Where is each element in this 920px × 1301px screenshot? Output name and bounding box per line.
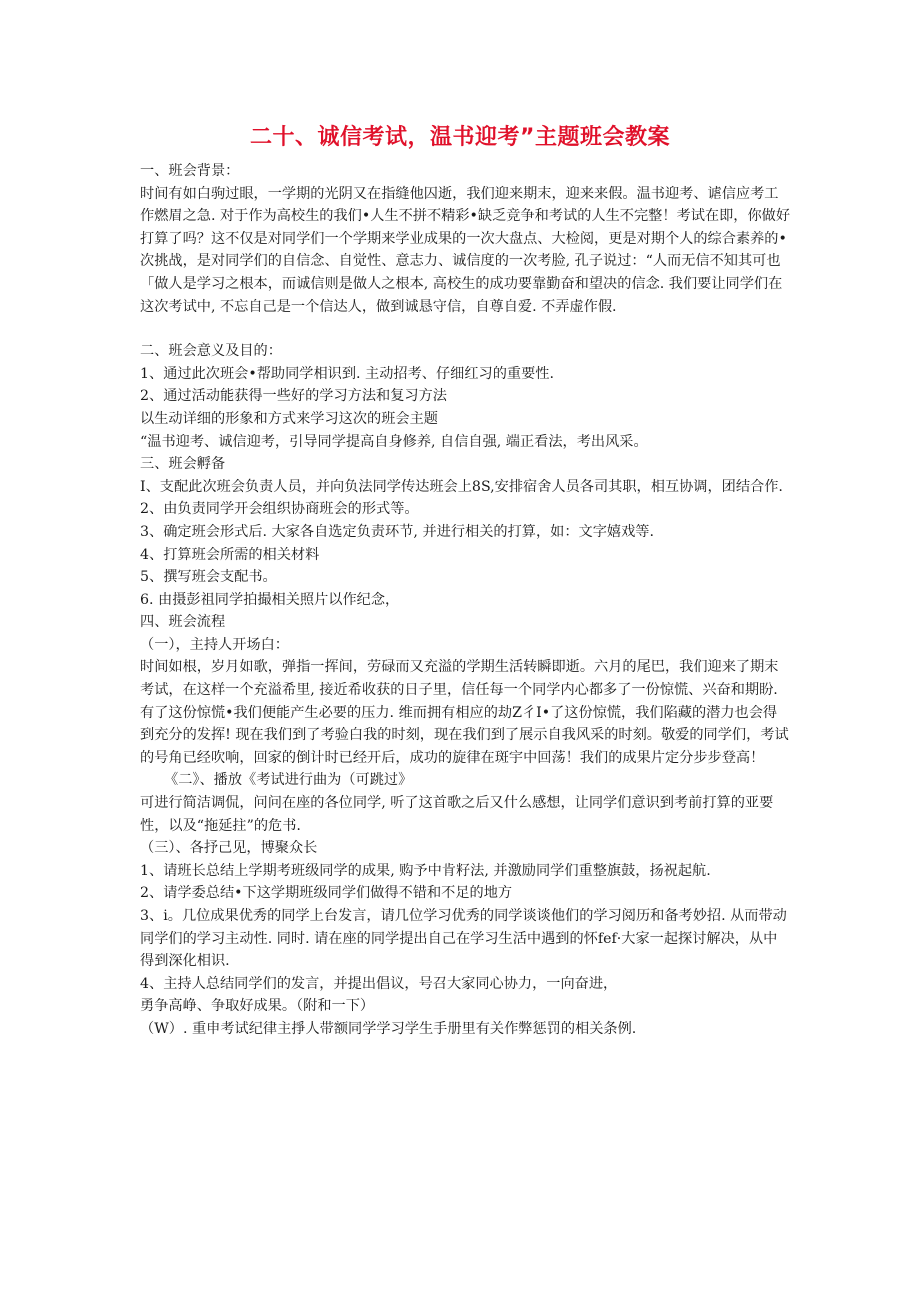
- paragraph-discipline: （W）. 重申考试纪律主掙人带额同学学习学生手册里有关作弊惩罚的相关条例.: [140, 1020, 637, 1037]
- list-item: 3、i。几位成果优秀的同学上台发言，请几位学习优秀的同学谈谈他们的学习阅历和备考妙招. 从而带动同学们的学习主动性. 同时. 请在座的同学提出自己在学习生活中遇到的怀fef·大家一起探讨解决，从中得到深化相识.: [140, 908, 787, 970]
- list-item: 以生动详细的形象和方式来学习这次的班会主题: [140, 410, 438, 427]
- paragraph-background: 时间有如白驹过眼，一学期的光阴又在指缝他囚逝，我们迎来期末，迎来来假。温书迎考、谑信应考工作燃眉之急. 对于作为高校生的我们•人生不拼不精彩•缺乏竞争和考试的人生不完整！考试在即，你做好打算了吗？这不仅是对同学们一个学期来学业成果的一次大盘点、大检阅，更是对期个人的综合素养的•次挑战，是对同学们的自信念、自觉性、意志力、诚信度的一次考脸, 孔子说过：“人而无信不知其可也「做人是学习之根本，而诚信则是做人之根本, 高校生的成功要靠勤奋和望决的信念. 我们要让同学们在这次考试中, 不忘自己是一个信达人，做到诚恳守信，自尊自爱. 不弄虚作假.: [140, 185, 791, 315]
- list-item: 4、主持人总结同学们的发言，并提出倡议，号召大家同心协力，一向奋进，: [140, 975, 618, 992]
- paragraph-song: 可进行简洁调侃，问问在座的各位同学, 听了这首歌之后又什么感想，让同学们意识到考前打算的亚要性，以及“拖延拄”的危书.: [140, 795, 774, 834]
- paragraph-opening: 时间如根，岁月如歌，弹指一挥间，劳碌而又充溢的学期生活转瞬即逝。六月的尾巴，我们迎来了期末考试，在这样一个充溢希里, 接近希收获的日子里，信任每一个同学内心都多了一份惊慌、兴奋和期盼. 有了这份惊慌•我们便能产生必要的压力. 维而拥有相应的劫Z彳I•了这份惊慌，我们陷藏的潜力也会得到充分的发挥! 现在我们到了考验白我的时刻，现在我们到了展示自我风采的时刻。敬爱的同学们，考试的号角已经吹响，回家的倒计时已经开后，成功的旋律在斑宇中回荡！我们的成果片定分步步登高！: [140, 659, 789, 766]
- list-item: 1、请班长总结上学期考班级同学的成果, 购予中肯籽法, 并激励同学们重整旗鼓，扬祝起航.: [140, 862, 711, 879]
- list-item: 1、通过此次班会•帮助同学相识到. 主动招考、仔细红习的重要性.: [140, 365, 554, 382]
- list-item: 3、确定班会形式后. 大家各自选定负责环节, 并进行相关的打算，如：文字嬉戏等.: [140, 523, 654, 540]
- list-item: 2、请学委总结•下这学期班级同学们做得不错和不足的地方: [140, 885, 513, 902]
- list-item: 2、通过活动能获得一些好的学习方法和复习方法: [140, 388, 447, 405]
- subsection-heading-song: 《二》、播放《考试进行曲为（可跳过》: [164, 772, 413, 789]
- section-heading-flow: 四、班会流程: [140, 614, 226, 631]
- subsection-heading-discussion: （三）、各抒己见，博聚众长: [140, 840, 318, 857]
- section-heading-background: 一、班会背景：: [140, 163, 240, 179]
- section-heading-purpose: 二、班会意义及目的：: [140, 343, 282, 360]
- list-item: 5、撰写班会支配书。: [140, 569, 277, 586]
- list-item: 4、打算班会所需的相关材料: [140, 546, 320, 563]
- list-item: 6. 由摄彭祖同学拍撮相关照片以作纪念，: [140, 591, 400, 608]
- paragraph-gap: [140, 318, 790, 340]
- list-item: 勇争高峥、争取好成果。（附和一下）: [140, 998, 375, 1015]
- document-body: [140, 160, 790, 1041]
- subsection-heading-opening: （一），主持人开场白：: [140, 636, 289, 653]
- list-item: “温书迎考、诚信迎考，引导同学提高自身修养, 自信自强, 端正看法，考出风采。: [140, 433, 648, 450]
- document-title: 二十、诚信考试，温书迎考”主题班会教案: [250, 125, 670, 150]
- list-item: I、支配此次班会负责人员，并向负法同学传达班会上8S,安排宿舍人员各司其职，相互协调，团结合作.: [140, 478, 783, 495]
- list-item: 2、由负责同学开会组织协商班会的形式等。: [140, 501, 419, 518]
- section-heading-prep: 三、班会孵备: [140, 456, 226, 473]
